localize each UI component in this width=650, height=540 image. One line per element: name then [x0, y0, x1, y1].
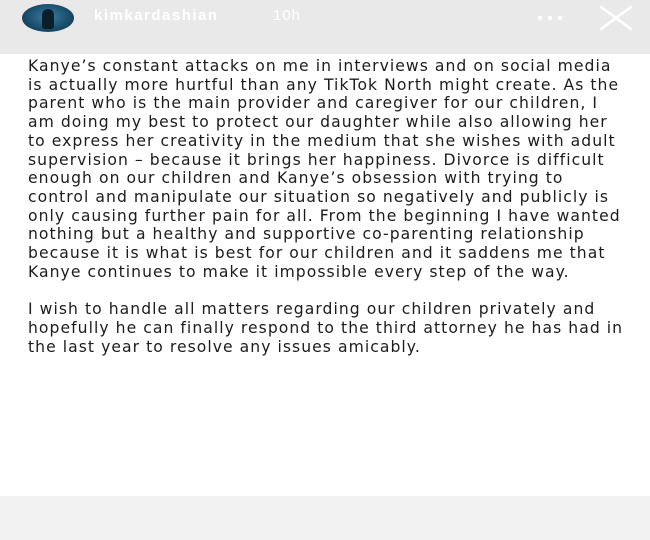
statement-paragraph-1: Kanye’s constant attacks on me in interviews and on social media is actually more hurtful than any TikTok North might create. As the parent who is the main provider and caregiver for our children, I am doing my best to protect our daughter while also allowing her to express her creativity in the medium that she wishes with adult supervision – because it brings her happiness. Divorce is difficult enough on our children and Kanye’s obsession with trying to control and manipulate our situation so negatively and publicly is only causing further pain for all. From the beginning I have wanted nothing but a healthy and supportive co-parenting relationship because it is what is best for our children and it saddens me that Kanye continues to make it impossible every step of the way.	[28, 57, 621, 281]
username[interactable]: kimkardashian	[94, 7, 219, 24]
more-horizontal-icon[interactable]	[534, 10, 566, 26]
reply-bar	[0, 496, 650, 540]
post-time: 10h	[273, 7, 302, 24]
story-header	[0, 0, 650, 54]
close-icon[interactable]	[598, 4, 634, 32]
profile-avatar[interactable]	[22, 4, 74, 32]
avatar-figure	[42, 9, 54, 29]
story-statement	[28, 57, 624, 356]
statement-paragraph-2: I wish to handle all matters regarding our children privately and hopefully he can finally respond to the third attorney he has had in the last year to resolve any issues amicably.	[28, 300, 624, 356]
